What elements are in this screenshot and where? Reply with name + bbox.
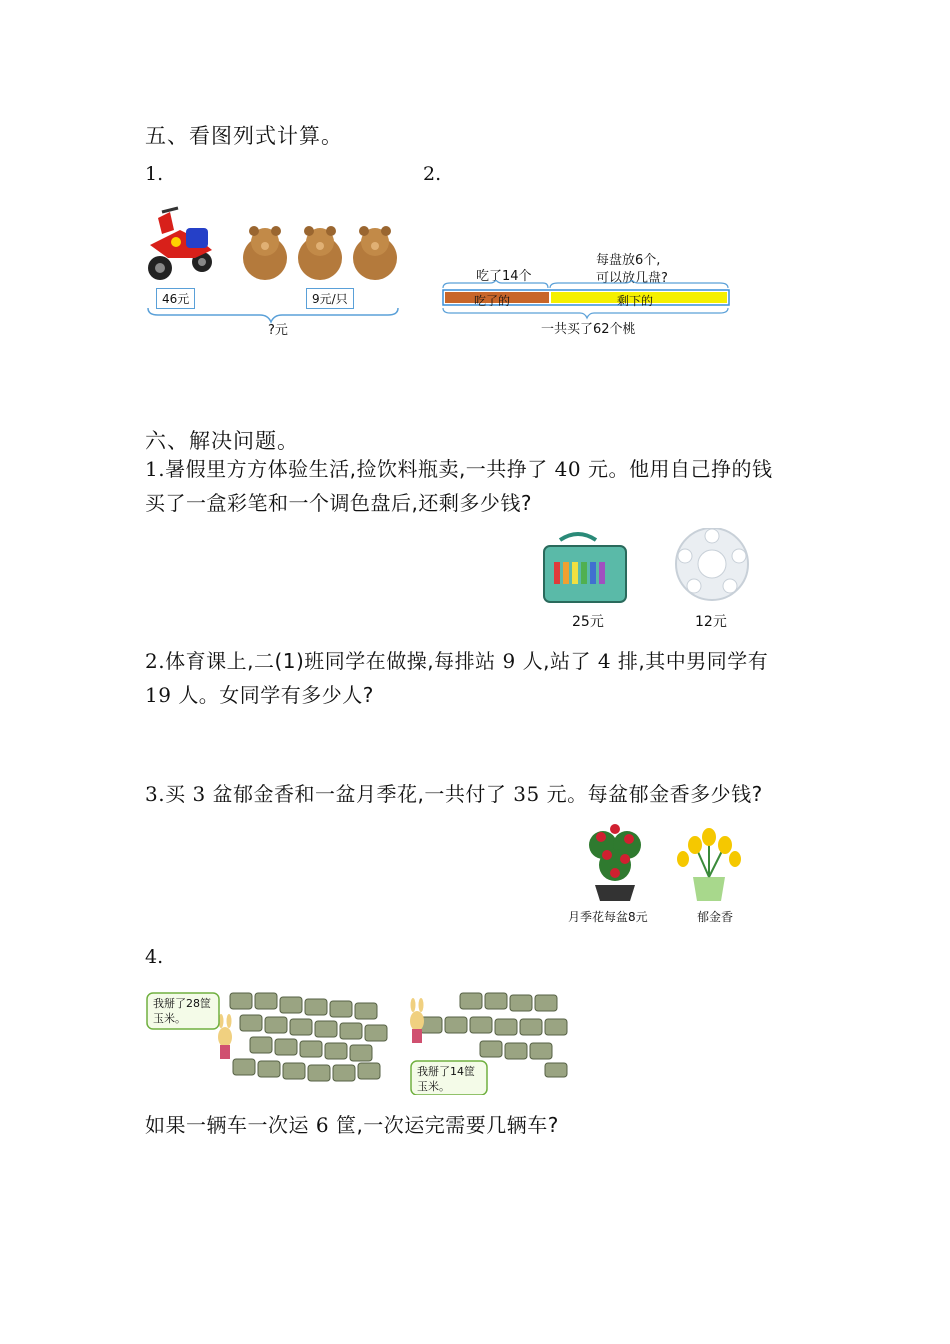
- section5-title: 五、看图列式计算。: [145, 124, 343, 148]
- tulip-label: 郁金香: [697, 910, 734, 924]
- problem1-number: 1.: [145, 163, 164, 185]
- question4-number: 4.: [145, 946, 164, 968]
- question1-number: 1.: [145, 457, 166, 481]
- question-line1: 每盘放6个,: [596, 253, 661, 268]
- rabbit-right-image: [410, 998, 424, 1043]
- paint-palette-image: [676, 528, 748, 600]
- bear-image-1: [243, 226, 287, 280]
- bubble-left-text: 我掰了28筐 玉米。: [153, 997, 211, 1025]
- bar-ate-label: 吃了的: [474, 294, 511, 308]
- question3-text: 3.买 3 盆郁金香和一盆月季花,一共付了 35 元。每盆郁金香多少钱?: [145, 782, 763, 806]
- tricycle-image: [148, 208, 212, 280]
- rabbit-left-image: [218, 1014, 232, 1059]
- question4-text: 如果一辆车一次运 6 筐,一次运完需要几辆车?: [145, 1113, 559, 1137]
- bear-image-2: [298, 226, 342, 280]
- basket-pile-left: [230, 993, 387, 1081]
- question3-number: 3.: [145, 782, 166, 806]
- price-tag-tricycle: 46元: [156, 288, 195, 309]
- problem2-number: 2.: [423, 163, 442, 185]
- bubble-right-text: 我掰了14筐 玉米。: [417, 1065, 475, 1093]
- price-palette: 12元: [695, 614, 727, 630]
- question2-text: 2.体育课上,二(1)班同学在做操,每排站 9 人,站了 4 排,其中男同学有 19 人。女同学有多少人?: [145, 649, 769, 707]
- bar-total-label: 一共买了62个桃: [541, 322, 636, 337]
- flowers-illustration: [575, 815, 755, 903]
- question1-text: 1.暑假里方方体验生活,捡饮料瓶卖,一共挣了 40 元。他用自己挣的钱 买了一盒彩笔和一个调色盘后,还剩多少钱?: [145, 457, 773, 515]
- section6-title: 六、解决问题。: [145, 429, 299, 453]
- price-pens: 25元: [572, 614, 604, 630]
- question-line2: 可以放几盘?: [596, 271, 668, 286]
- total-question-label: ?元: [268, 323, 288, 338]
- bar-left-label: 剩下的: [617, 294, 654, 308]
- pens-and-palette-illustration: [540, 528, 780, 610]
- bear-image-3: [353, 226, 397, 280]
- tulip-pot-image: [677, 828, 741, 901]
- color-pens-box-image: [544, 534, 626, 602]
- question2-number: 2.: [145, 649, 166, 673]
- rose-pot-image: [589, 824, 641, 901]
- price-tag-bear: 9元/只: [306, 288, 354, 309]
- rose-price-label: 月季花每盆8元: [568, 910, 648, 924]
- ate-label: 吃了14个: [476, 269, 532, 284]
